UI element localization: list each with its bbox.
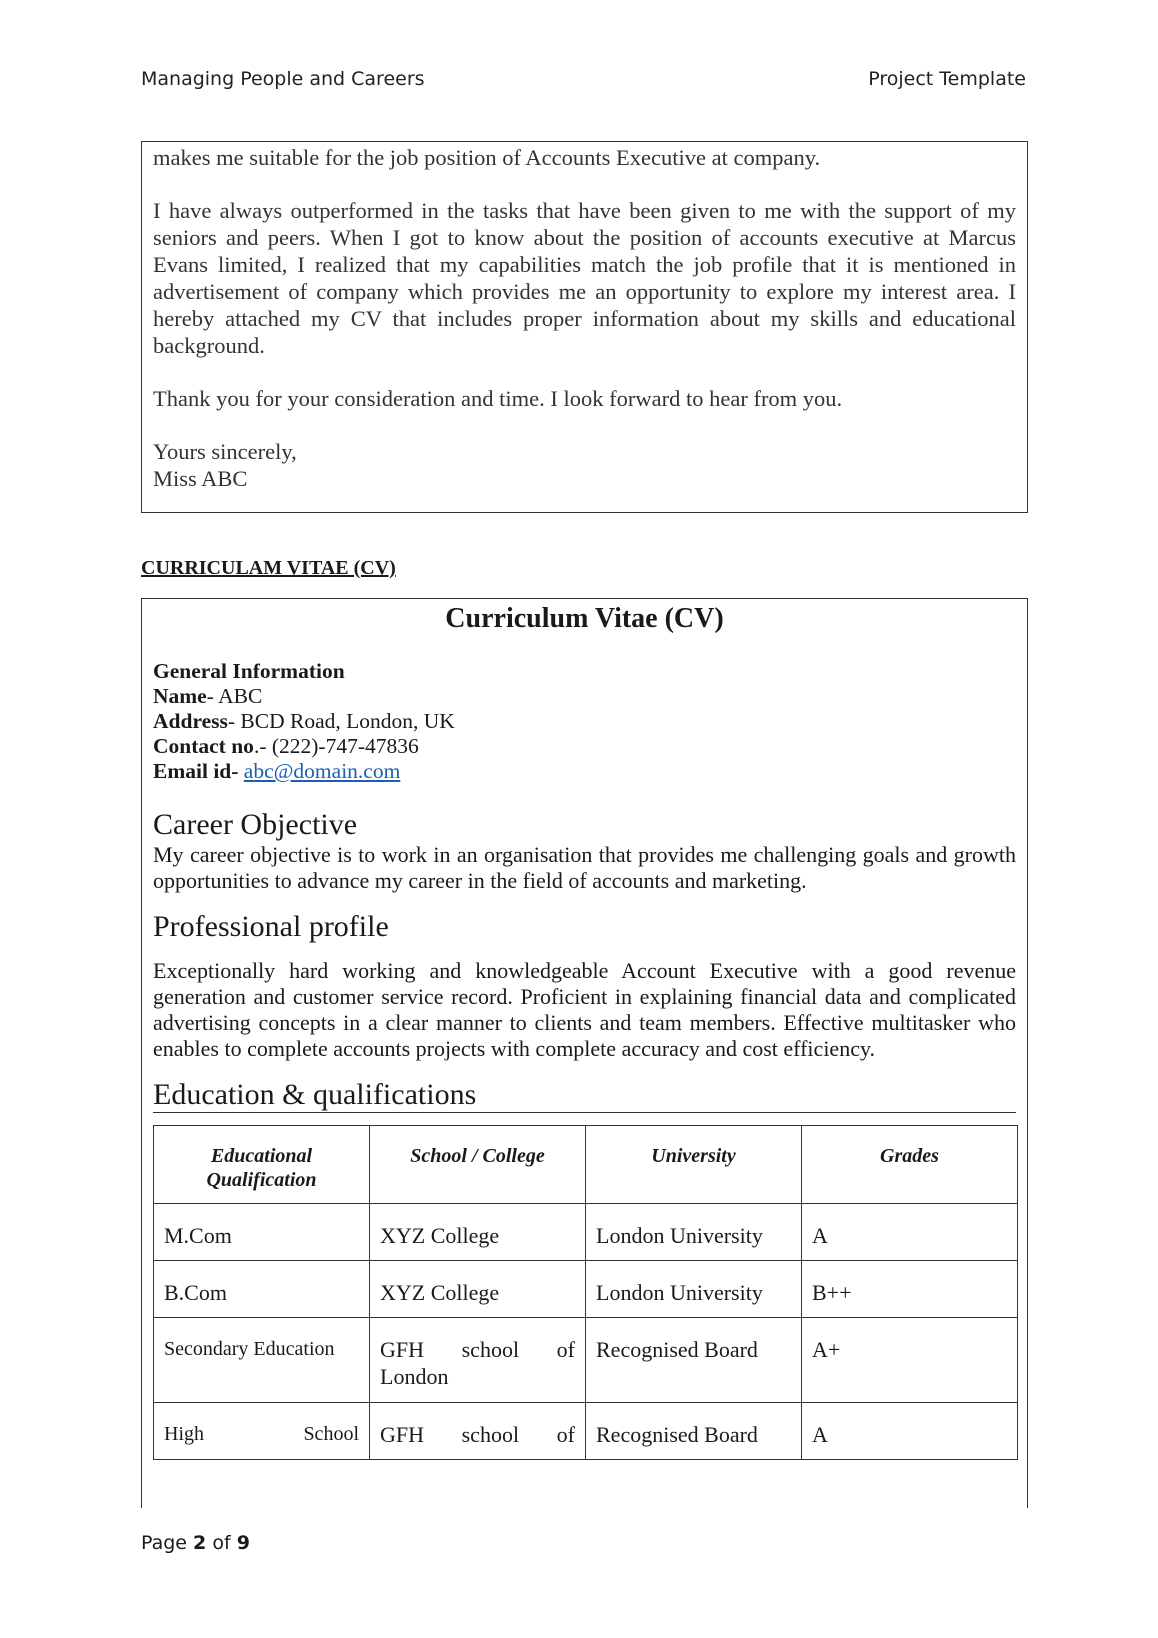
page-number-footer: Page 2 of 9 (141, 1532, 250, 1554)
letter-closing: Yours sincerely, (153, 439, 297, 464)
cv-section-heading: CURRICULAM VITAE (CV) (141, 557, 396, 579)
email-line: Email id- abc@domain.com (153, 759, 401, 783)
letter-paragraph-3: Thank you for your consideration and time. I look forward to hear from you. (153, 386, 843, 411)
table-cell: London University (586, 1261, 802, 1318)
address-line: Address- BCD Road, London, UK (153, 709, 455, 733)
table-cell: XYZ College (370, 1261, 586, 1318)
header-right-title: Project Template (868, 68, 1026, 90)
professional-profile-heading: Professional profile (153, 910, 389, 943)
table-header-row (154, 1126, 1018, 1204)
email-link[interactable]: abc@domain.com (243, 759, 401, 783)
table-row (154, 1261, 1018, 1318)
table-row (154, 1204, 1018, 1261)
letter-signature: Miss ABC (153, 466, 248, 491)
general-info-heading: General Information (153, 659, 345, 683)
letter-paragraph-1: makes me suitable for the job position of Accounts Executive at company. (153, 145, 821, 170)
table-cell: B++ (802, 1261, 1018, 1318)
cv-box (141, 598, 1028, 1508)
education-table (153, 1125, 1018, 1460)
cv-title: Curriculum Vitae (CV) (445, 603, 724, 634)
column-header: Grades (802, 1126, 1018, 1204)
table-cell: Recognised Board (586, 1403, 802, 1460)
table-cell: London University (586, 1204, 802, 1261)
letter-paragraph-2: I have always outperformed in the tasks that have been given to me with the support of my seniors and peers. When I got to know about the position of accounts executive at Marcus Evans limited, I realized that my capabilities match the job profile that it is mentioned in advertisement of company which provides me an opportunity to explore my interest area. I hereby attached my CV that includes proper information about my skills and educational background. (153, 198, 1016, 358)
contact-line: Contact no.- (222)-747-47836 (153, 734, 419, 758)
column-header: Educational Qualification (154, 1126, 370, 1204)
column-header: School / College (370, 1126, 586, 1204)
table-cell: Secondary Education (154, 1318, 370, 1403)
career-objective-text: My career objective is to work in an organisation that provides me challenging goals and growth opportunities to advance my career in the field of accounts and marketing. (153, 842, 1016, 893)
career-objective-heading: Career Objective (153, 808, 358, 841)
header-left-title: Managing People and Careers (141, 68, 425, 90)
education-heading: Education & qualifications (153, 1078, 1016, 1113)
name-line: Name- ABC (153, 684, 263, 708)
table-cell: GFH school of London (370, 1318, 586, 1403)
table-cell: A+ (802, 1318, 1018, 1403)
table-cell: High School (154, 1403, 370, 1460)
table-cell: A (802, 1403, 1018, 1460)
table-cell: XYZ College (370, 1204, 586, 1261)
general-information (153, 659, 1016, 784)
table-row (154, 1403, 1018, 1460)
professional-profile-text: Exceptionally hard working and knowledgeable Account Executive with a good revenue generation and customer service record. Proficient in explaining financial data and complicated advertising concepts in a clear manner to clients and team members. Effective multitasker who enables to complete accounts projects with complete accuracy and cost efficiency. (153, 958, 1016, 1061)
table-cell: A (802, 1204, 1018, 1261)
table-cell: Recognised Board (586, 1318, 802, 1403)
cover-letter-box (141, 141, 1028, 513)
column-header: University (586, 1126, 802, 1204)
table-cell: B.Com (154, 1261, 370, 1318)
table-cell: M.Com (154, 1204, 370, 1261)
table-cell: GFH school of (370, 1403, 586, 1460)
table-row (154, 1318, 1018, 1403)
